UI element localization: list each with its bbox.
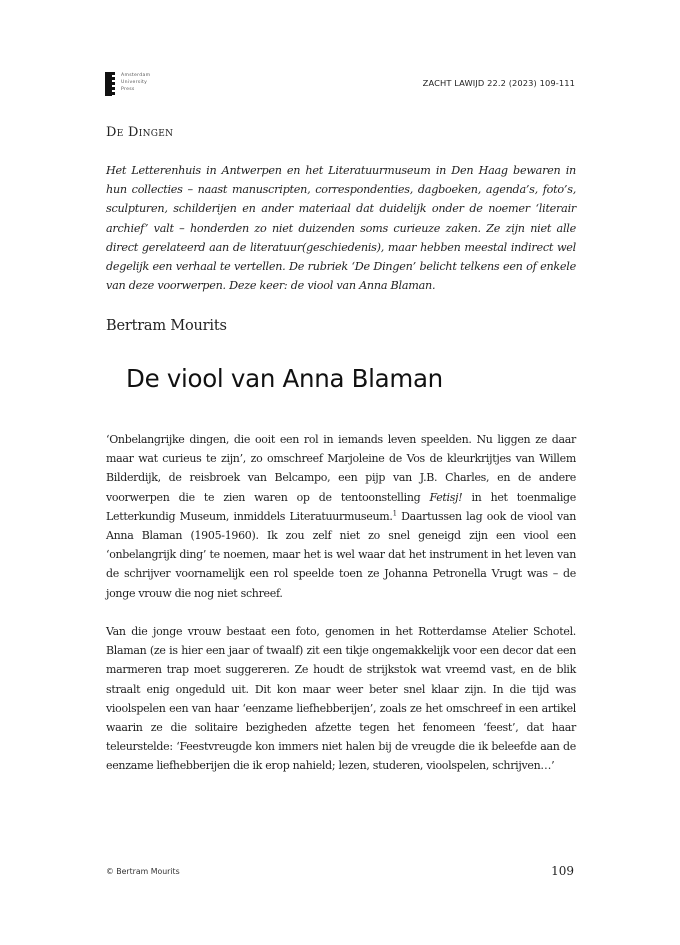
amsterdam-university-press-logo-icon [105,72,113,96]
exhibition-title: Fetisj! [429,490,463,504]
paragraph-text: ‘Onbelangrijke dingen, die ooit een rol in iemands leven speelden. Nu liggen ze daar maar wat curieus te zijn’, zo omschreef Marjoleine de Vos de kleurkrijtjes van Willem Bilderdijk, de reisbroek van Belcampo, een pijp van J.B. Charles, en de andere voorwerpen die te zien waren op de tentoonstelling [106,433,576,504]
publisher-name-line: Amsterdam [121,73,151,78]
body-paragraph: Van die jonge vrouw bestaat een foto, genomen in het Rotterdamse Atelier Schotel. Blaman (ze is hier een jaar of twaalf) zit een tikje ongemakkelijk voor een decor dat een marmeren trap moet suggereren. Ze houdt de strijkstok wat vreemd vast, en de blik straalt enig ongeduld uit. Dit kon maar weer beter snel klaar zijn. In die tijd was vioolspelen een van haar ‘eenzame liefhebberijen’, zoals ze het omschreef in een artikel waarin ze die solitaire bezigheden afzette tegen het fenomeen ‘feest’, dat haar teleurstelde: ‘Feestvreugde kon immers niet halen bij de vreugde die ik beleefde aan de eenzame liefhebberijen die ik erop nahield; lezen, studeren, vioolspelen, schrijven…’ [106,625,576,773]
article-author: Bertram Mourits [106,318,227,334]
publisher-logo [105,72,150,96]
article-body [106,430,576,795]
footnote-reference[interactable]: 1 [392,509,397,518]
section-intro: Het Letterenhuis in Antwerpen en het Literatuurmuseum in Den Haag bewaren in hun collecties – naast manuscripten, correspondenties, dagboeken, agenda’s, foto’s, sculpturen, schilderijen en ander materiaal dat duidelijk onder de noemer ‘literair archief’ valt – honderden zo niet duizenden soms curieuze zaken. Ze zijn niet alle direct gerelateerd aan de literatuur(geschiedenis), maar hebben meestal indirect wel degelijk een verhaal te vertellen. De rubriek ‘De Dingen’ belicht telkens een of enkele van deze voorwerpen. Deze keer: de viool van Anna Blaman. [106,164,576,293]
paragraph-text: in het toenmalige Letterkundig Museum, inmiddels Literatuurmuseum. [106,490,577,523]
body-paragraph [106,430,576,603]
paragraph-text: Daartussen lag ook de viool van Anna Blaman (1905-1960). Ik zou zelf niet zo snel geneigd zijn een viool een ‘onbelangrijk ding’ te noemen, maar het is wel waar dat het instrument in het leven van de schrijver voornamelijk een rol speelde toen ze Johanna Petronella Vrugt was – de jonge vrouw die nog niet schreef. [106,509,576,600]
publisher-name-line: University [121,80,148,85]
copyright-notice: © Bertram Mourits [106,867,180,876]
section-label: De Dingen [106,125,174,140]
publisher-name [121,72,150,93]
page-number: 109 [551,864,574,878]
running-head: ZACHT LAWIJD 22.2 (2023) 109-111 [422,78,575,88]
publisher-name-line: Press [121,87,135,92]
article-title: De viool van Anna Blaman [126,364,443,393]
